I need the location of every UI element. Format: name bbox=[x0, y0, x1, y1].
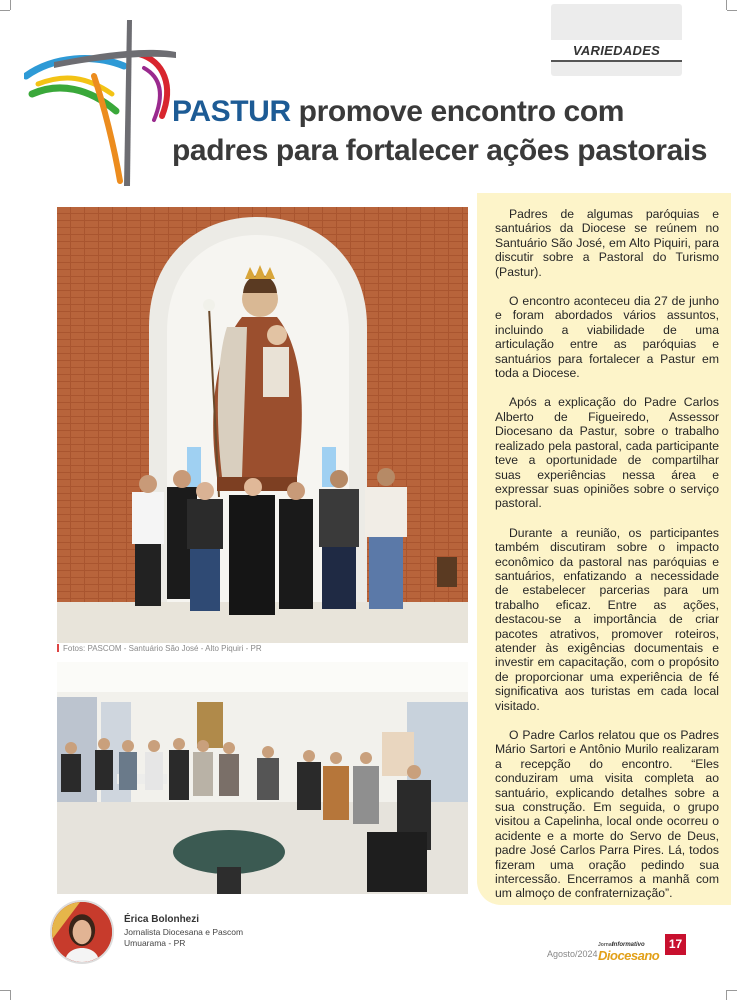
footer-publication-logo bbox=[598, 942, 662, 964]
author-avatar bbox=[50, 900, 114, 964]
headline-brand: PASTUR bbox=[172, 95, 291, 128]
crop-mark bbox=[727, 990, 737, 991]
photo-group-statue bbox=[57, 207, 468, 643]
footer-logo-diocesano: Diocesano bbox=[598, 948, 660, 963]
page-number: 17 bbox=[665, 934, 686, 955]
pastur-logo bbox=[24, 16, 184, 191]
headline-line-2: padres para fortalecer ações pastorais bbox=[172, 134, 708, 167]
author-credit bbox=[50, 900, 350, 970]
footer-logo-jornal: Jornal bbox=[598, 942, 614, 948]
crop-mark bbox=[726, 990, 727, 1000]
crop-mark bbox=[10, 0, 11, 10]
author-role: Jornalista Diocesana e Pascom bbox=[124, 927, 244, 937]
section-label: VARIEDADES bbox=[551, 40, 682, 62]
photo-caption: Fotos: PASCOM - Santuário São José - Alto Piquiri - PR bbox=[57, 644, 262, 653]
headline bbox=[172, 92, 712, 170]
article-paragraph-4: Durante a reunião, os participantes também discutiram sobre o impacto econômico da pastoral nas paróquias e santuários, enfatizando a necessidade de estabelecer parcerias para um trabalho eficaz. Entre as ações, destacou-se a importância de criar pacotes atrativos, promover roteiros, atender às exigências documentais e investir em capacitação, com o propósito de proporcionar uma experiência de fé significativa aos turistas em cada local visitado. bbox=[495, 525, 719, 713]
article-paragraph-5: O Padre Carlos relatou que os Padres Mário Sartori e Antônio Murilo realizaram a recepção do encontro. “Eles conduziram uma visita completa ao santuário, explicando detalhes sobre a sua construção. Em seguida, o grupo visitou a Capelinha, local onde ocorreu o acidente e a morte do Servo de Deus, padre José Carlos Parra Pires. Lá, todos fizeram uma oração pedindo sua intercessão. Encerramos a manhã com um almoço de confraternização”. bbox=[495, 728, 719, 901]
crop-mark bbox=[727, 10, 737, 11]
crop-mark bbox=[10, 990, 11, 1000]
crop-mark bbox=[0, 10, 10, 11]
author-name: Érica Bolonhezi bbox=[124, 914, 200, 925]
crop-mark bbox=[0, 990, 10, 991]
headline-line-1-rest: promove encontro com bbox=[298, 95, 625, 128]
article-paragraph-1: Padres de algumas paróquias e santuários da Diocese se reúnem no Santuário São José, em Alto Piquiri, para discutir sobre a Pastoral do Turismo (Pastur). bbox=[495, 207, 719, 279]
crop-mark bbox=[726, 0, 727, 10]
headline-line-1 bbox=[172, 92, 712, 131]
article-paragraph-2: O encontro aconteceu dia 27 de junho e foram abordados vários assuntos, incluindo a viabilidade de uma articulação entre as paróquias e santuários para fortalecer a Pastur em toda a Diocese. bbox=[495, 294, 719, 381]
photo-meeting-room bbox=[57, 662, 468, 894]
article-paragraph-3: Após a explicação do Padre Carlos Alberto de Figueiredo, Assessor Diocesano da Pastur, sobre o trabalho realizado pela pastoral, cada participante teve a oportunidade de compartilhar suas experiências nessa área e expressar suas opiniões sobre o serviço pastoral. bbox=[495, 395, 719, 511]
footer-logo-informativo: Informativo bbox=[612, 942, 645, 948]
section-tag bbox=[551, 4, 682, 76]
article-text-box bbox=[477, 193, 731, 905]
footer-date: Agosto/2024 bbox=[547, 949, 598, 959]
author-city: Umuarama - PR bbox=[124, 938, 186, 948]
